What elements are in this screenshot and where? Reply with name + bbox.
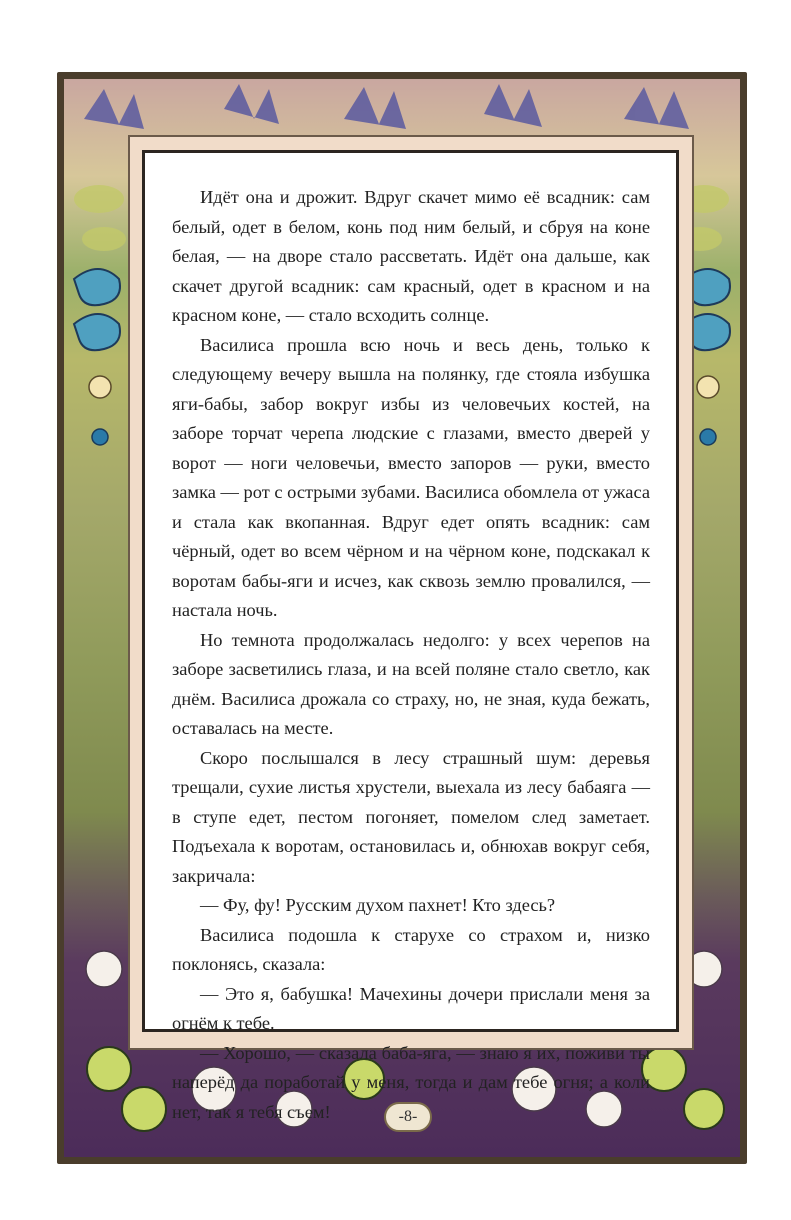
page-number: -8- (384, 1102, 432, 1132)
paragraph: — Это я, бабушка! Мачехины дочери прислали меня за огнём к тебе. (172, 983, 650, 1033)
story-text (172, 183, 650, 1127)
paragraph: Василиса прошла всю ночь и весь день, только к следующему вечеру вышла на полянку, где стояла избушка яги-бабы, забор вокруг избы из человечьих костей, на заборе торчат черепа людские с глазами, вместо дверей у ворот — ноги человечьи, вместо запоров — руки, вместо замка — рот с острыми зубами. Василиса обомлела от ужаса и стала как вкопанная. Вдруг едет опять всадник: сам чёрный, одет во всем чёрном и на чёрном коне, подскакал к воротам бабы-яги и исчез, как сквозь землю провалился, — настала ночь. (172, 334, 650, 620)
paragraph: Скоро послышался в лесу страшный шум: деревья трещали, сухие листья хрустели, выехала из лесу бабаяга — в ступе едет, пестом погоняет, помелом след заметает. Подъехала к воротам, остановилась и, обнюхав вокруг себя, закричала: (172, 747, 650, 886)
paragraph: Василиса подошла к старухе со страхом и, низко поклонясь, сказала: (172, 924, 650, 974)
paragraph: Идёт она и дрожит. Вдруг скачет мимо её всадник: сам белый, одет в белом, конь под ним белый, и сбруя на коне белая, — на дворе стало рассветать. Идёт она дальше, как скачет другой всадник: сам красный, одет в красном и на красном коне, — стало всходить солнце. (172, 187, 650, 325)
thistle-decoration (84, 84, 689, 129)
paragraph: Но темнота продолжалась недолго: у всех черепов на заборе засветились глаза, и на всей поляне стало светло, как днём. Василиса дрожала со страху, но, не зная, куда бежать, оставалась на месте. (172, 629, 650, 738)
paragraph: — Фу, фу! Русским духом пахнет! Кто здесь? (200, 895, 556, 915)
paragraph: — Хорошо, — сказала баба-яга, — знаю я их, поживи ты наперёд да поработай у меня, тогда и дам тебе огня; а коли нет, так я тебя съем! (172, 1042, 650, 1122)
